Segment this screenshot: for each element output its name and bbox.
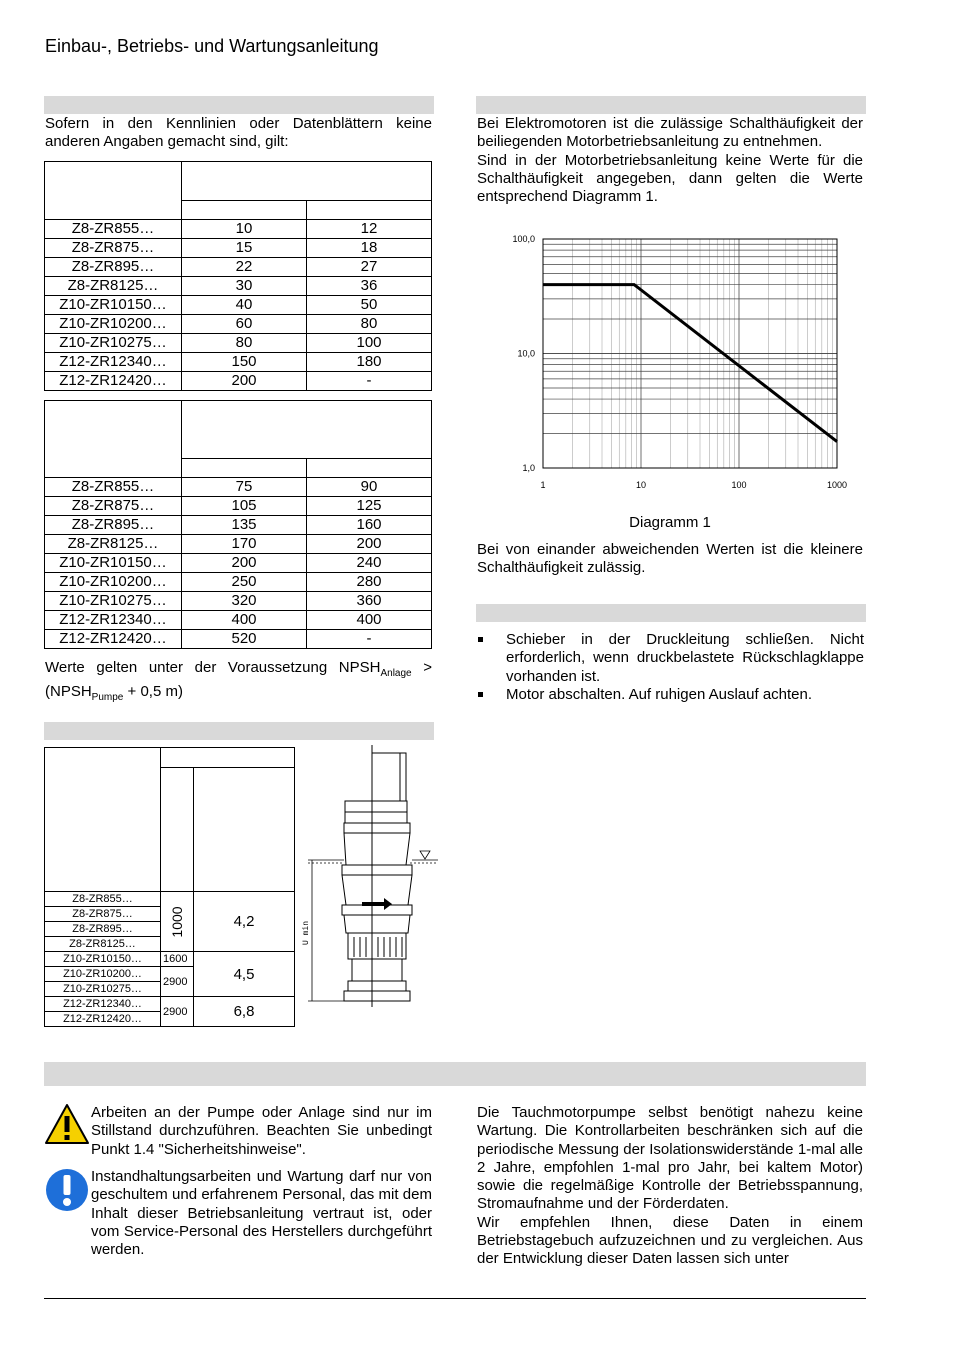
info-text: Instandhaltungsarbeiten und Wartung darf nur von geschultem und erfahrenem Personal, das mit dem Inhalt dieser Betriebsanleitung vertraut ist, oder vom Service-Personal des Herstellers durchgeführt werden. <box>91 1168 432 1259</box>
warning-text: Arbeiten an der Pumpe oder Anlage sind nur im Stillstand durchzuführen. Beachten Sie unbedingt Punkt 1.4 "Sicherheitshinweise". <box>91 1104 432 1158</box>
speed-z8-text: 1000 <box>169 905 185 938</box>
table-row <box>45 296 432 315</box>
warning-icon <box>44 1103 90 1145</box>
npsh-note <box>45 659 432 708</box>
table-cell-value: 320 <box>182 592 307 611</box>
table-cell-value: 36 <box>307 277 432 296</box>
table-cell-model: Z10-ZR10200… <box>45 573 182 592</box>
table-row-label: Z8-ZR855… <box>45 892 161 907</box>
table-header-group <box>182 401 432 459</box>
table-cell-value: 40 <box>182 296 307 315</box>
table-cell-value: 50 <box>307 296 432 315</box>
table-cell-value: 250 <box>182 573 307 592</box>
table-row-label: Z12-ZR12420… <box>45 1012 161 1027</box>
table-cell-model: Z12-ZR12420… <box>45 372 182 391</box>
table-cell-value: 200 <box>182 554 307 573</box>
table-cell-model: Z8-ZR8125… <box>45 535 182 554</box>
table-cell-value: 90 <box>307 478 432 497</box>
maintenance-text <box>477 1104 863 1269</box>
paragraph-motor: Bei Elektromotoren ist die zulässige Schalthäufigkeit der beiliegenden Motorbetriebsanleitung zu entnehmen. <box>477 115 863 151</box>
paragraph-smaller: Bei von einander abweichenden Werten ist die kleinere Schalthäufigkeit zulässig. <box>477 541 863 577</box>
speed-z10b: 2900 <box>161 967 194 997</box>
table-row <box>45 220 432 239</box>
starts-chart <box>500 228 860 498</box>
pump-drawing <box>300 745 440 1010</box>
npsh-sub-anlage: Anlage <box>380 668 412 679</box>
table-cell-value: 180 <box>307 353 432 372</box>
table-cell-model: Z10-ZR10150… <box>45 296 182 315</box>
table-row <box>45 315 432 334</box>
table-cell-value: 135 <box>182 516 307 535</box>
table-cell-value: 27 <box>307 258 432 277</box>
table-subheader <box>307 459 432 478</box>
table-cell-value: 12 <box>307 220 432 239</box>
section-bar-right-2 <box>476 604 866 622</box>
table-cell-value: 360 <box>307 592 432 611</box>
table-row <box>45 258 432 277</box>
table-cell-model: Z10-ZR10275… <box>45 334 182 353</box>
table-row <box>45 592 432 611</box>
table-cell-value: 125 <box>307 497 432 516</box>
speed-z10a: 1600 <box>161 952 194 967</box>
table-cell-value: 15 <box>182 239 307 258</box>
table-cell-value: 280 <box>307 573 432 592</box>
chart-caption: Diagramm 1 <box>629 514 711 531</box>
table-cell-value: 150 <box>182 353 307 372</box>
bullet-square-icon <box>478 692 483 697</box>
table-row-label: Z8-ZR875… <box>45 907 161 922</box>
x-tick-label: 1 <box>540 480 546 490</box>
table-cell-value: 105 <box>182 497 307 516</box>
speed-z12: 2900 <box>161 997 194 1027</box>
table-header-value <box>194 768 295 892</box>
table-cell-value: 10 <box>182 220 307 239</box>
value-z12: 6,8 <box>194 997 295 1027</box>
npsh-note-part: + 0,5 m) <box>123 683 183 701</box>
table-cell-model: Z10-ZR10275… <box>45 592 182 611</box>
table-cell-model: Z8-ZR895… <box>45 258 182 277</box>
table-row <box>45 516 432 535</box>
bullet-square-icon <box>478 637 483 642</box>
table-cell-value: 30 <box>182 277 307 296</box>
footer-rule <box>44 1298 866 1299</box>
umin-label: U min <box>302 920 311 945</box>
table-cell-value: 160 <box>307 516 432 535</box>
section-bar-left-1 <box>44 96 434 114</box>
table-cell-model: Z12-ZR12420… <box>45 630 182 649</box>
document-title: Einbau-, Betriebs- und Wartungsanleitung <box>45 36 379 56</box>
table-cell-model: Z10-ZR10200… <box>45 315 182 334</box>
table-row <box>45 334 432 353</box>
table-header-empty <box>45 162 182 220</box>
table-min-flow <box>44 400 432 649</box>
table-row-label: Z12-ZR12340… <box>45 997 161 1012</box>
table-cell-value: - <box>307 630 432 649</box>
paragraph-logbook: Wir empfehlen Ihnen, diese Daten in einem Betriebstagebuch aufzuzeichnen und zu vergleichen. Aus der Entwicklung dieser Daten lassen sich unter <box>477 1213 863 1268</box>
x-tick-label: 1000 <box>826 480 848 490</box>
table-cell-model: Z10-ZR10150… <box>45 554 182 573</box>
table-subheader <box>182 201 307 220</box>
table-header-empty <box>45 401 182 478</box>
x-tick-label: 10 <box>635 480 647 490</box>
table-cell-value: 75 <box>182 478 307 497</box>
table-cell-value: 60 <box>182 315 307 334</box>
table-header-empty <box>45 748 161 892</box>
table-cell-value: 100 <box>307 334 432 353</box>
table-row <box>45 630 432 649</box>
intro-text: Sofern in den Kennlinien oder Datenblättern keine anderen Angaben gemacht sind, gilt: <box>45 115 432 151</box>
table-subheader <box>307 201 432 220</box>
series-line <box>543 285 837 442</box>
table-row-label: Z8-ZR8125… <box>45 937 161 952</box>
speed-z8 <box>161 892 194 952</box>
table-row <box>45 277 432 296</box>
table-cell-value: 18 <box>307 239 432 258</box>
table-cell-model: Z8-ZR895… <box>45 516 182 535</box>
table-row-label: Z10-ZR10275… <box>45 982 161 997</box>
table-row <box>45 573 432 592</box>
table-cell-value: 400 <box>182 611 307 630</box>
table-cell-value: 80 <box>182 334 307 353</box>
section-bar-maintenance <box>44 1062 866 1086</box>
table-row <box>45 554 432 573</box>
table-header-speed <box>161 768 194 892</box>
table-cell-value: 22 <box>182 258 307 277</box>
bullet-text: Motor abschalten. Auf ruhigen Auslauf achten. <box>506 686 813 703</box>
table-cell-value: 170 <box>182 535 307 554</box>
table-cell-model: Z8-ZR855… <box>45 478 182 497</box>
table-header-group <box>182 162 432 201</box>
table-row <box>45 535 432 554</box>
npsh-sub-pumpe: Pumpe <box>91 692 124 704</box>
table-cell-model: Z12-ZR12340… <box>45 611 182 630</box>
section-bar-right-1 <box>476 96 866 114</box>
paragraph-maintenance: Die Tauchmotorpumpe selbst benötigt nahezu keine Wartung. Die Kontrollarbeiten beschränken sich auf die periodische Messung der Isolationswiderstände 1-mal alle 2 Jahre, empfohlen 1-mal pro Jahr, bei kaltem Motor) sowie die regelmäßige Kontrolle der Betriebsspannung, Stromaufnahme und der Förderdaten. <box>477 1104 863 1213</box>
table-cell-value: - <box>307 372 432 391</box>
npsh-note-part: > (NPSH <box>45 659 432 701</box>
value-z10: 4,5 <box>194 952 295 997</box>
bullet-text: Schieber in der Druckleitung schließen. Nicht erforderlich, wenn druckbelastete Rückschlagklappe vorhanden ist. <box>506 631 864 685</box>
table-cell-value: 400 <box>307 611 432 630</box>
table-submersion <box>44 747 295 1027</box>
table-cell-model: Z8-ZR855… <box>45 220 182 239</box>
table-cell-value: 240 <box>307 554 432 573</box>
table-subheader <box>182 459 307 478</box>
table-row-label: Z10-ZR10200… <box>45 967 161 982</box>
right-intro <box>477 115 863 206</box>
paragraph-diagram: Sind in der Motorbetriebsanleitung keine Werte für die Schalthäufigkeit angegeben, dann gelten die Werte entsprechend Diagramm 1. <box>477 151 863 206</box>
table-row-label: Z10-ZR10150… <box>45 952 161 967</box>
table-cell-model: Z12-ZR12340… <box>45 353 182 372</box>
table-row <box>45 353 432 372</box>
table-cell-model: Z8-ZR875… <box>45 497 182 516</box>
value-z8: 4,2 <box>194 892 295 952</box>
table-row <box>45 478 432 497</box>
table-cell-model: Z8-ZR8125… <box>45 277 182 296</box>
table-row <box>45 497 432 516</box>
y-tick-label: 10,0 <box>517 348 535 359</box>
table-header-group <box>161 748 295 768</box>
table-cell-value: 200 <box>307 535 432 554</box>
table-cell-value: 80 <box>307 315 432 334</box>
table-cell-value: 200 <box>182 372 307 391</box>
table-row-label: Z8-ZR895… <box>45 922 161 937</box>
info-exclamation-icon <box>45 1168 89 1212</box>
y-tick-label: 100,0 <box>512 234 535 244</box>
table-max-starts <box>44 161 432 391</box>
section-bar-left-2 <box>44 722 434 740</box>
npsh-note-part: Werte gelten unter der Voraussetzung NPSH <box>45 659 381 676</box>
table-row <box>45 611 432 630</box>
y-tick-label: 1,0 <box>522 463 535 473</box>
table-row <box>45 372 432 391</box>
table-cell-model: Z8-ZR875… <box>45 239 182 258</box>
table-row <box>45 239 432 258</box>
table-cell-value: 520 <box>182 630 307 649</box>
x-tick-label: 100 <box>731 480 747 490</box>
